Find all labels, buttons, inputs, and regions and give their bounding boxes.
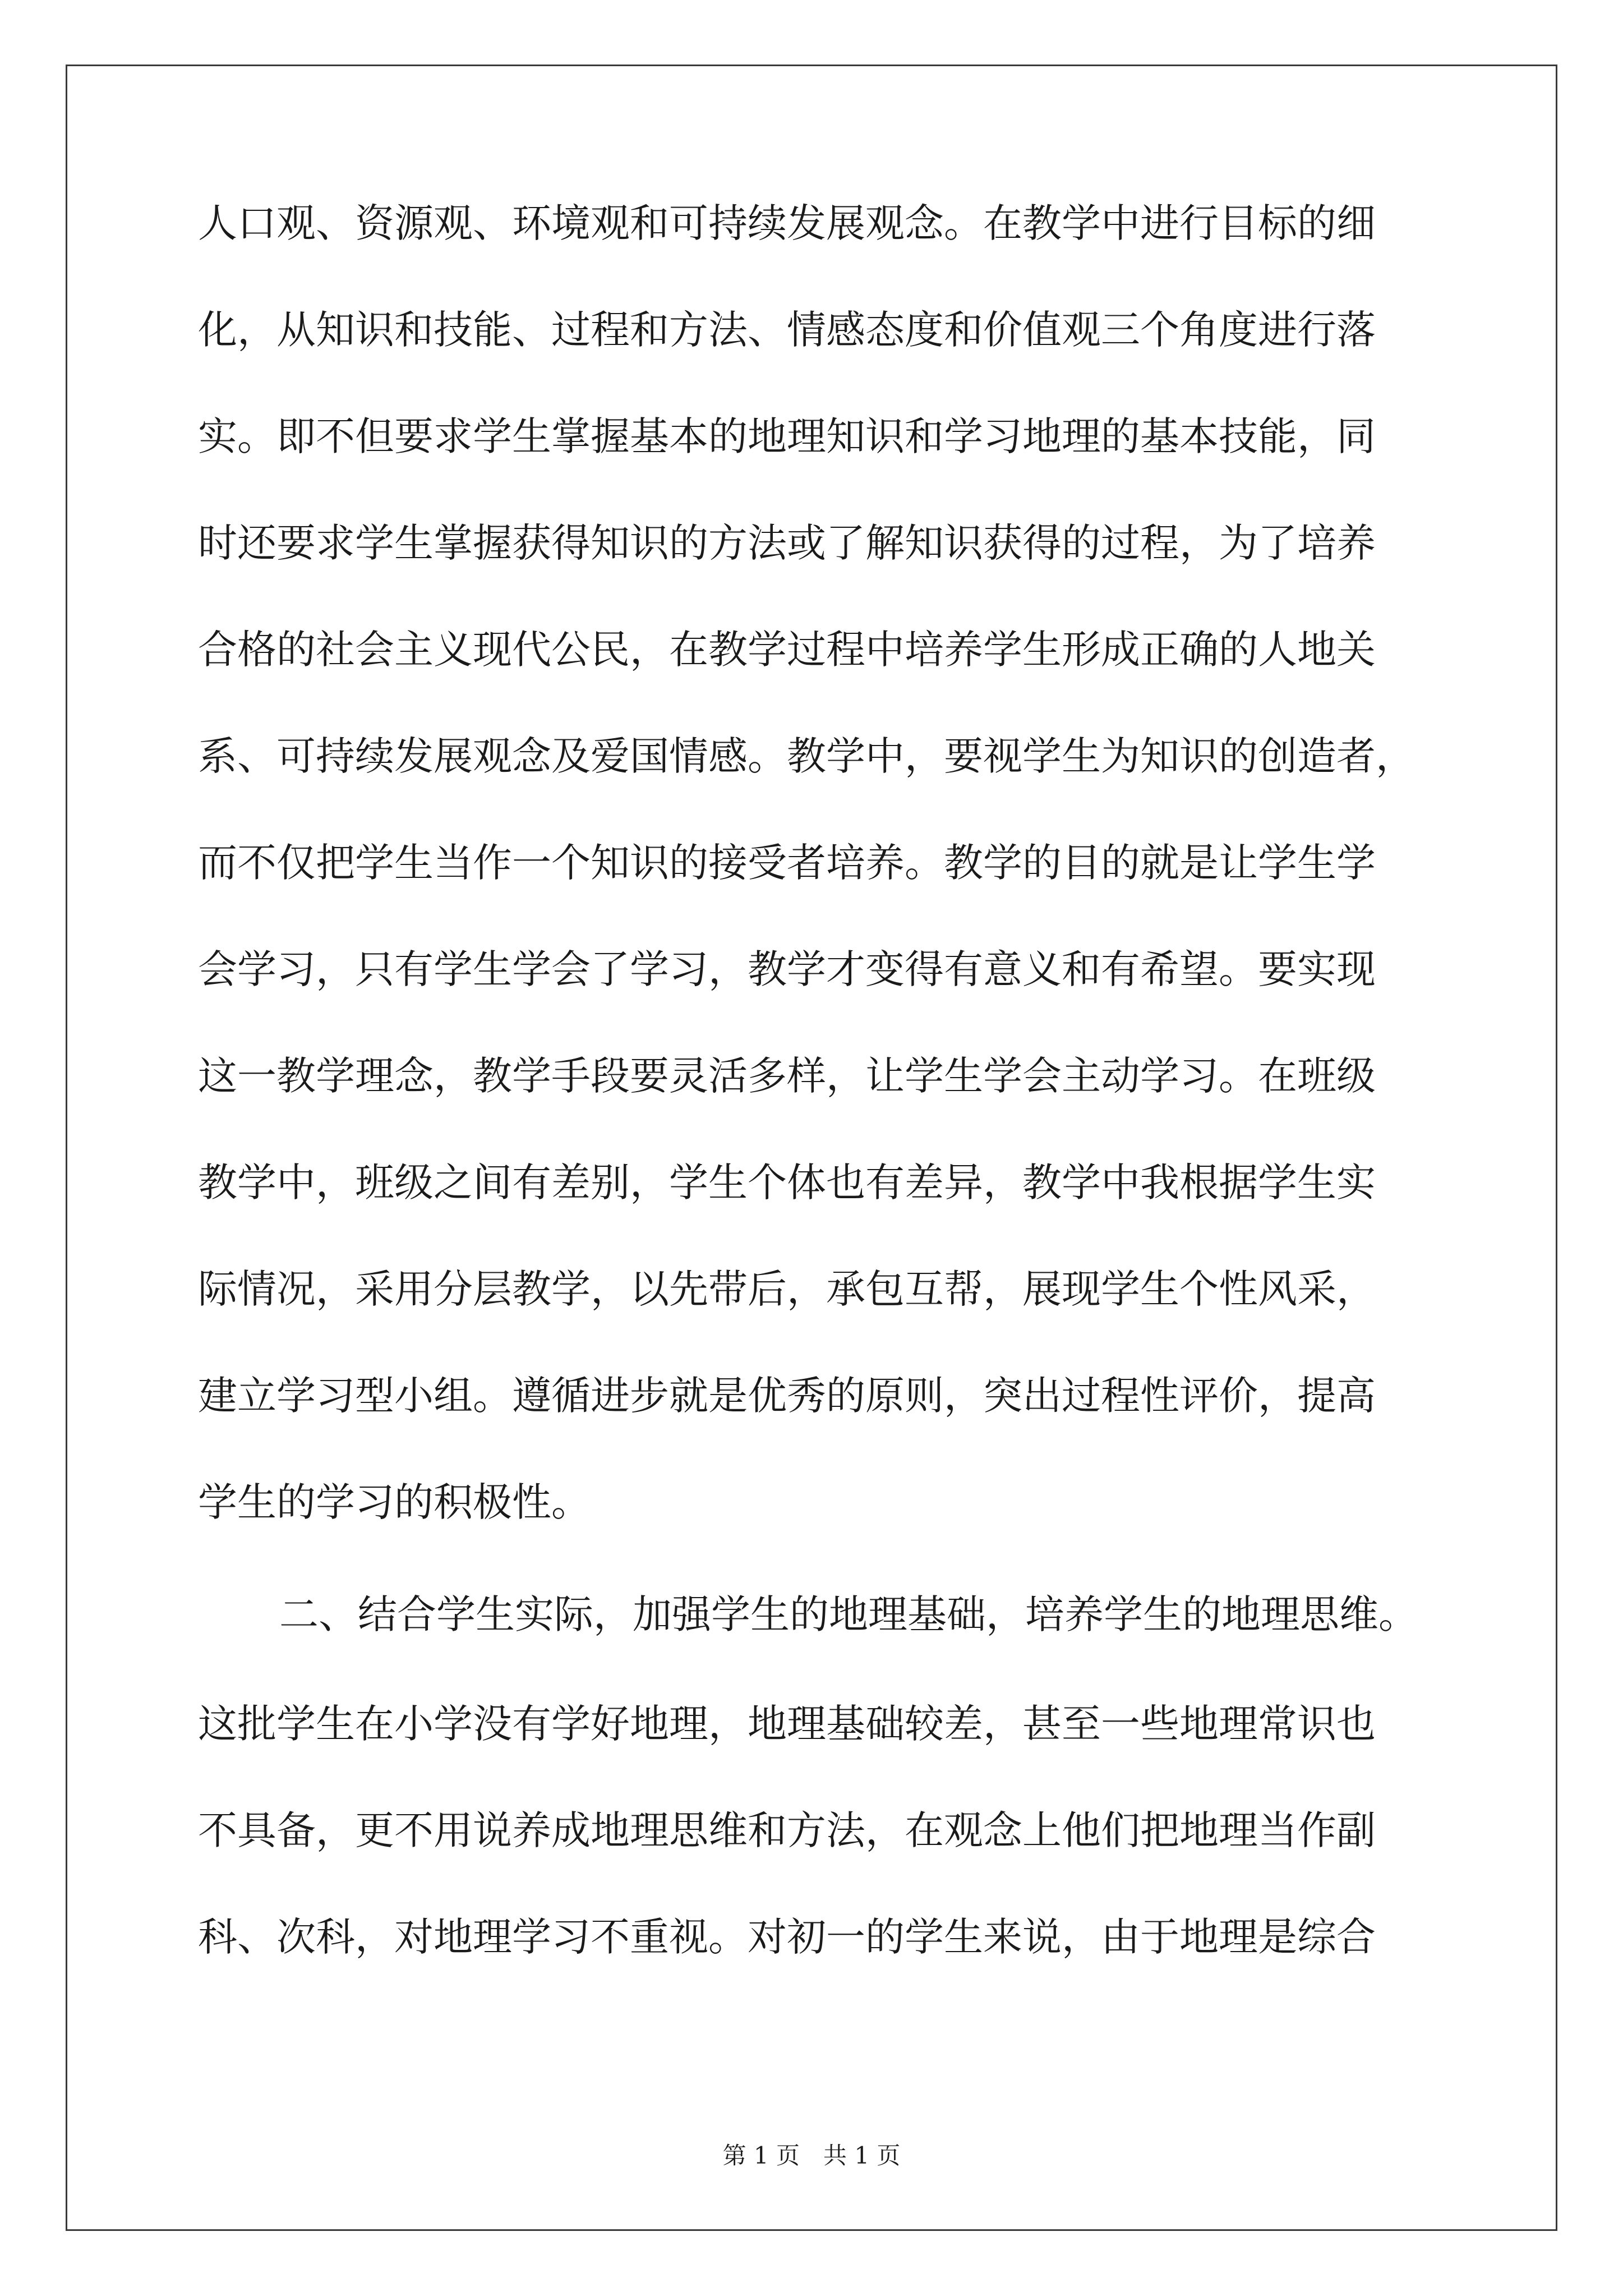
text-line: 建立学习型小组。遵循进步就是优秀的原则，突出过程性评价，提高 [198, 1373, 1376, 1419]
text-line: 教学中，班级之间有差别，学生个体也有差异，教学中我根据学生实 [198, 1159, 1376, 1205]
text-line: 实。即不但要求学生掌握基本的地理知识和学习地理的基本技能，同 [198, 413, 1376, 459]
text-line: 不具备，更不用说养成地理思维和方法，在观念上他们把地理当作副 [198, 1807, 1376, 1853]
text-line: 合格的社会主义现代公民，在教学过程中培养学生形成正确的人地关 [198, 627, 1376, 673]
text-line: 人口观、资源观、环境观和可持续发展观念。在教学中进行目标的细 [198, 200, 1376, 246]
text-line: 二、结合学生实际，加强学生的地理基础，培养学生的地理思维。 [279, 1591, 1418, 1637]
text-line: 时还要求学生掌握获得知识的方法或了解知识获得的过程，为了培养 [198, 520, 1376, 566]
text-line: 际情况，采用分层教学，以先带后，承包互帮，展现学生个性风采， [198, 1266, 1376, 1312]
page-border [66, 65, 1557, 2231]
text-line: 会学习，只有学生学会了学习，教学才变得有意义和有希望。要实现 [198, 946, 1376, 992]
text-line: 系、可持续发展观念及爱国情感。教学中，要视学生为知识的创造者， [198, 733, 1415, 779]
text-line: 学生的学习的积极性。 [198, 1479, 591, 1525]
text-line: 这一教学理念，教学手段要灵活多样，让学生学会主动学习。在班级 [198, 1053, 1376, 1099]
text-line: 科、次科，对地理学习不重视。对初一的学生来说，由于地理是综合 [198, 1914, 1376, 1960]
page-footer: 第 1 页 共 1 页 [722, 2142, 901, 2169]
text-line: 而不仅把学生当作一个知识的接受者培养。教学的目的就是让学生学 [198, 840, 1376, 886]
text-line: 这批学生在小学没有学好地理，地理基础较差，甚至一些地理常识也 [198, 1701, 1376, 1747]
text-line: 化，从知识和技能、过程和方法、情感态度和价值观三个角度进行落 [198, 307, 1376, 353]
